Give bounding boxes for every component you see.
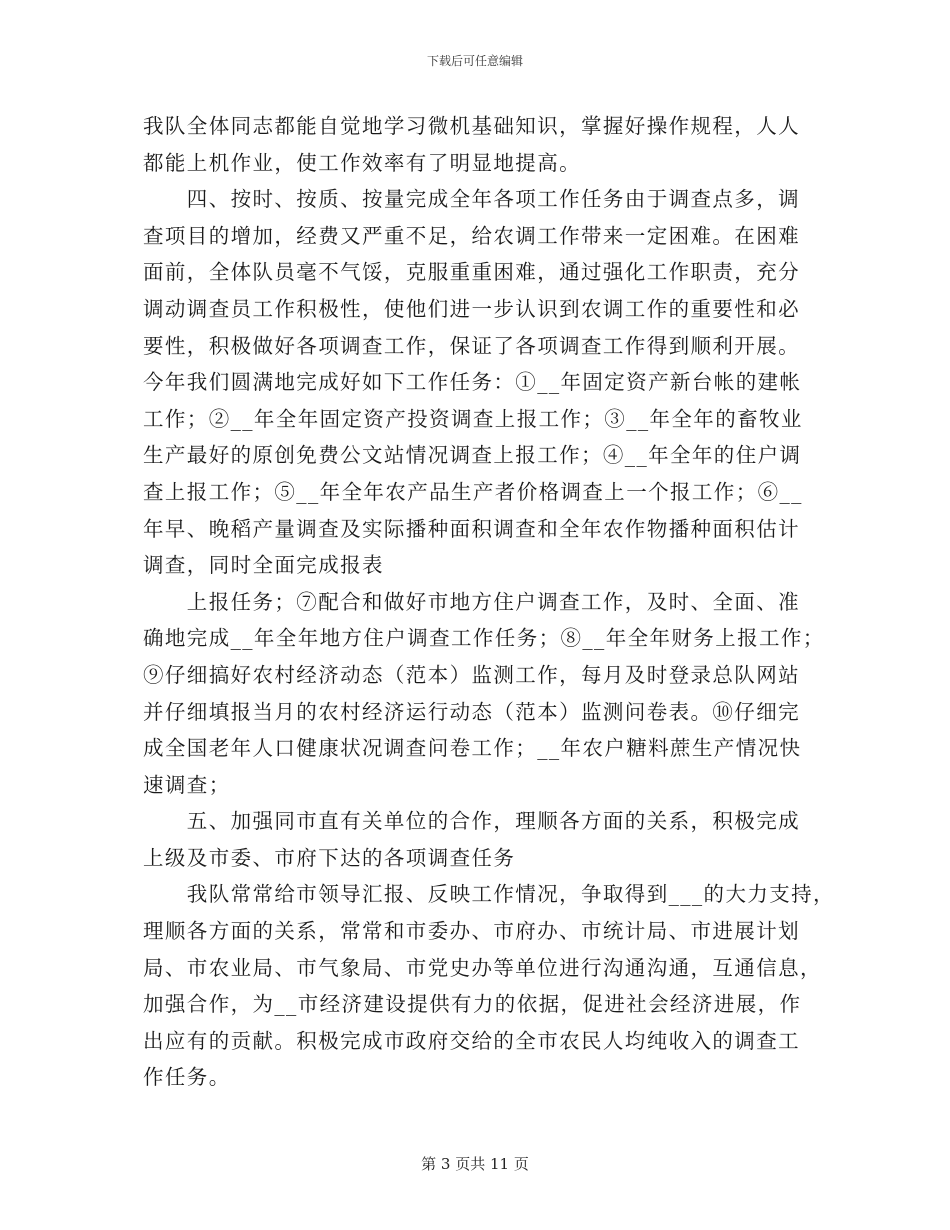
text-line: 并仔细填报当月的农村经济运行动态（范本）监测问卷表。⑩仔细完 bbox=[143, 699, 800, 724]
text-line: 查项目的增加，经费又严重不足，给农调工作带来一定困难。在困难 bbox=[143, 223, 800, 248]
document-body bbox=[143, 108, 835, 1096]
text-line: 确地完成__年全年地方住户调查工作任务；⑧__年全年财务上报工作； bbox=[143, 626, 825, 651]
text-line: 查上报工作；⑤__年全年农产品生产者价格调查上一个报工作；⑥__ bbox=[143, 479, 803, 504]
text-line: 我队全体同志都能自觉地学习微机基础知识，掌握好操作规程，人人 bbox=[143, 114, 800, 138]
text-line: 要性，积极做好各项调查工作，保证了各项调查工作得到顺利开展。 bbox=[143, 333, 800, 358]
text-line: 工作；②__年全年固定资产投资调查上报工作；③__年全年的畜牧业 bbox=[143, 406, 803, 431]
text-line: 上级及市委、市府下达的各项调查任务 bbox=[143, 845, 516, 870]
text-line: 上报任务；⑦配合和做好市地方住户调查工作，及时、全面、准 bbox=[143, 589, 800, 614]
text-line: 调动调查员工作积极性，使他们进一步认识到农调工作的重要性和必 bbox=[143, 296, 800, 321]
page-header: 下载后可任意编辑 bbox=[426, 54, 523, 68]
text-line: 局、市农业局、市气象局、市党史办等单位进行沟通沟通，互通信息， bbox=[143, 955, 822, 980]
text-line: 理顺各方面的关系，常常和市委办、市府办、市统计局、市进展计划 bbox=[143, 919, 800, 944]
text-line: 作任务。 bbox=[143, 1065, 231, 1090]
text-line: 五、加强同市直有关单位的合作，理顺各方面的关系，积极完成 bbox=[143, 809, 800, 834]
text-line: 今年我们圆满地完成好如下工作任务：①__年固定资产新台帐的建帐 bbox=[143, 370, 802, 395]
text-line: 出应有的贡献。积极完成市政府交给的全市农民人均纯收入的调查工 bbox=[143, 1028, 800, 1053]
text-line: ⑨仔细搞好农村经济动态（范本）监测工作，每月及时登录总队网站 bbox=[143, 662, 800, 687]
text-line: 面前，全体队员毫不气馁，克服重重困难，通过强化工作职责，充分 bbox=[143, 260, 800, 285]
text-line: 年早、晚稻产量调查及实际播种面积调查和全年农作物播种面积估计 bbox=[143, 516, 800, 541]
text-line: 生产最好的原创免费公文站情况调查上报工作；④__年全年的住户调 bbox=[143, 443, 802, 468]
text-line: 我队常常给市领导汇报、反映工作情况，争取得到___的大力支持， bbox=[143, 882, 835, 907]
text-line: 加强合作，为__市经济建设提供有力的依据，促进社会经济进展，作 bbox=[143, 992, 802, 1017]
text-line: 成全国老年人口健康状况调查问卷工作；__年农户糖料蔗生产情况快 bbox=[143, 736, 802, 761]
text-line: 调查，同时全面完成报表 bbox=[143, 553, 384, 578]
text-line: 速调查； bbox=[143, 772, 231, 797]
page-footer: 第 3 页共 11 页 bbox=[421, 1155, 529, 1173]
text-line: 四、按时、按质、按量完成全年各项工作任务由于调查点多，调 bbox=[143, 187, 800, 212]
text-line: 都能上机作业，使工作效率有了明显地提高。 bbox=[143, 150, 581, 175]
